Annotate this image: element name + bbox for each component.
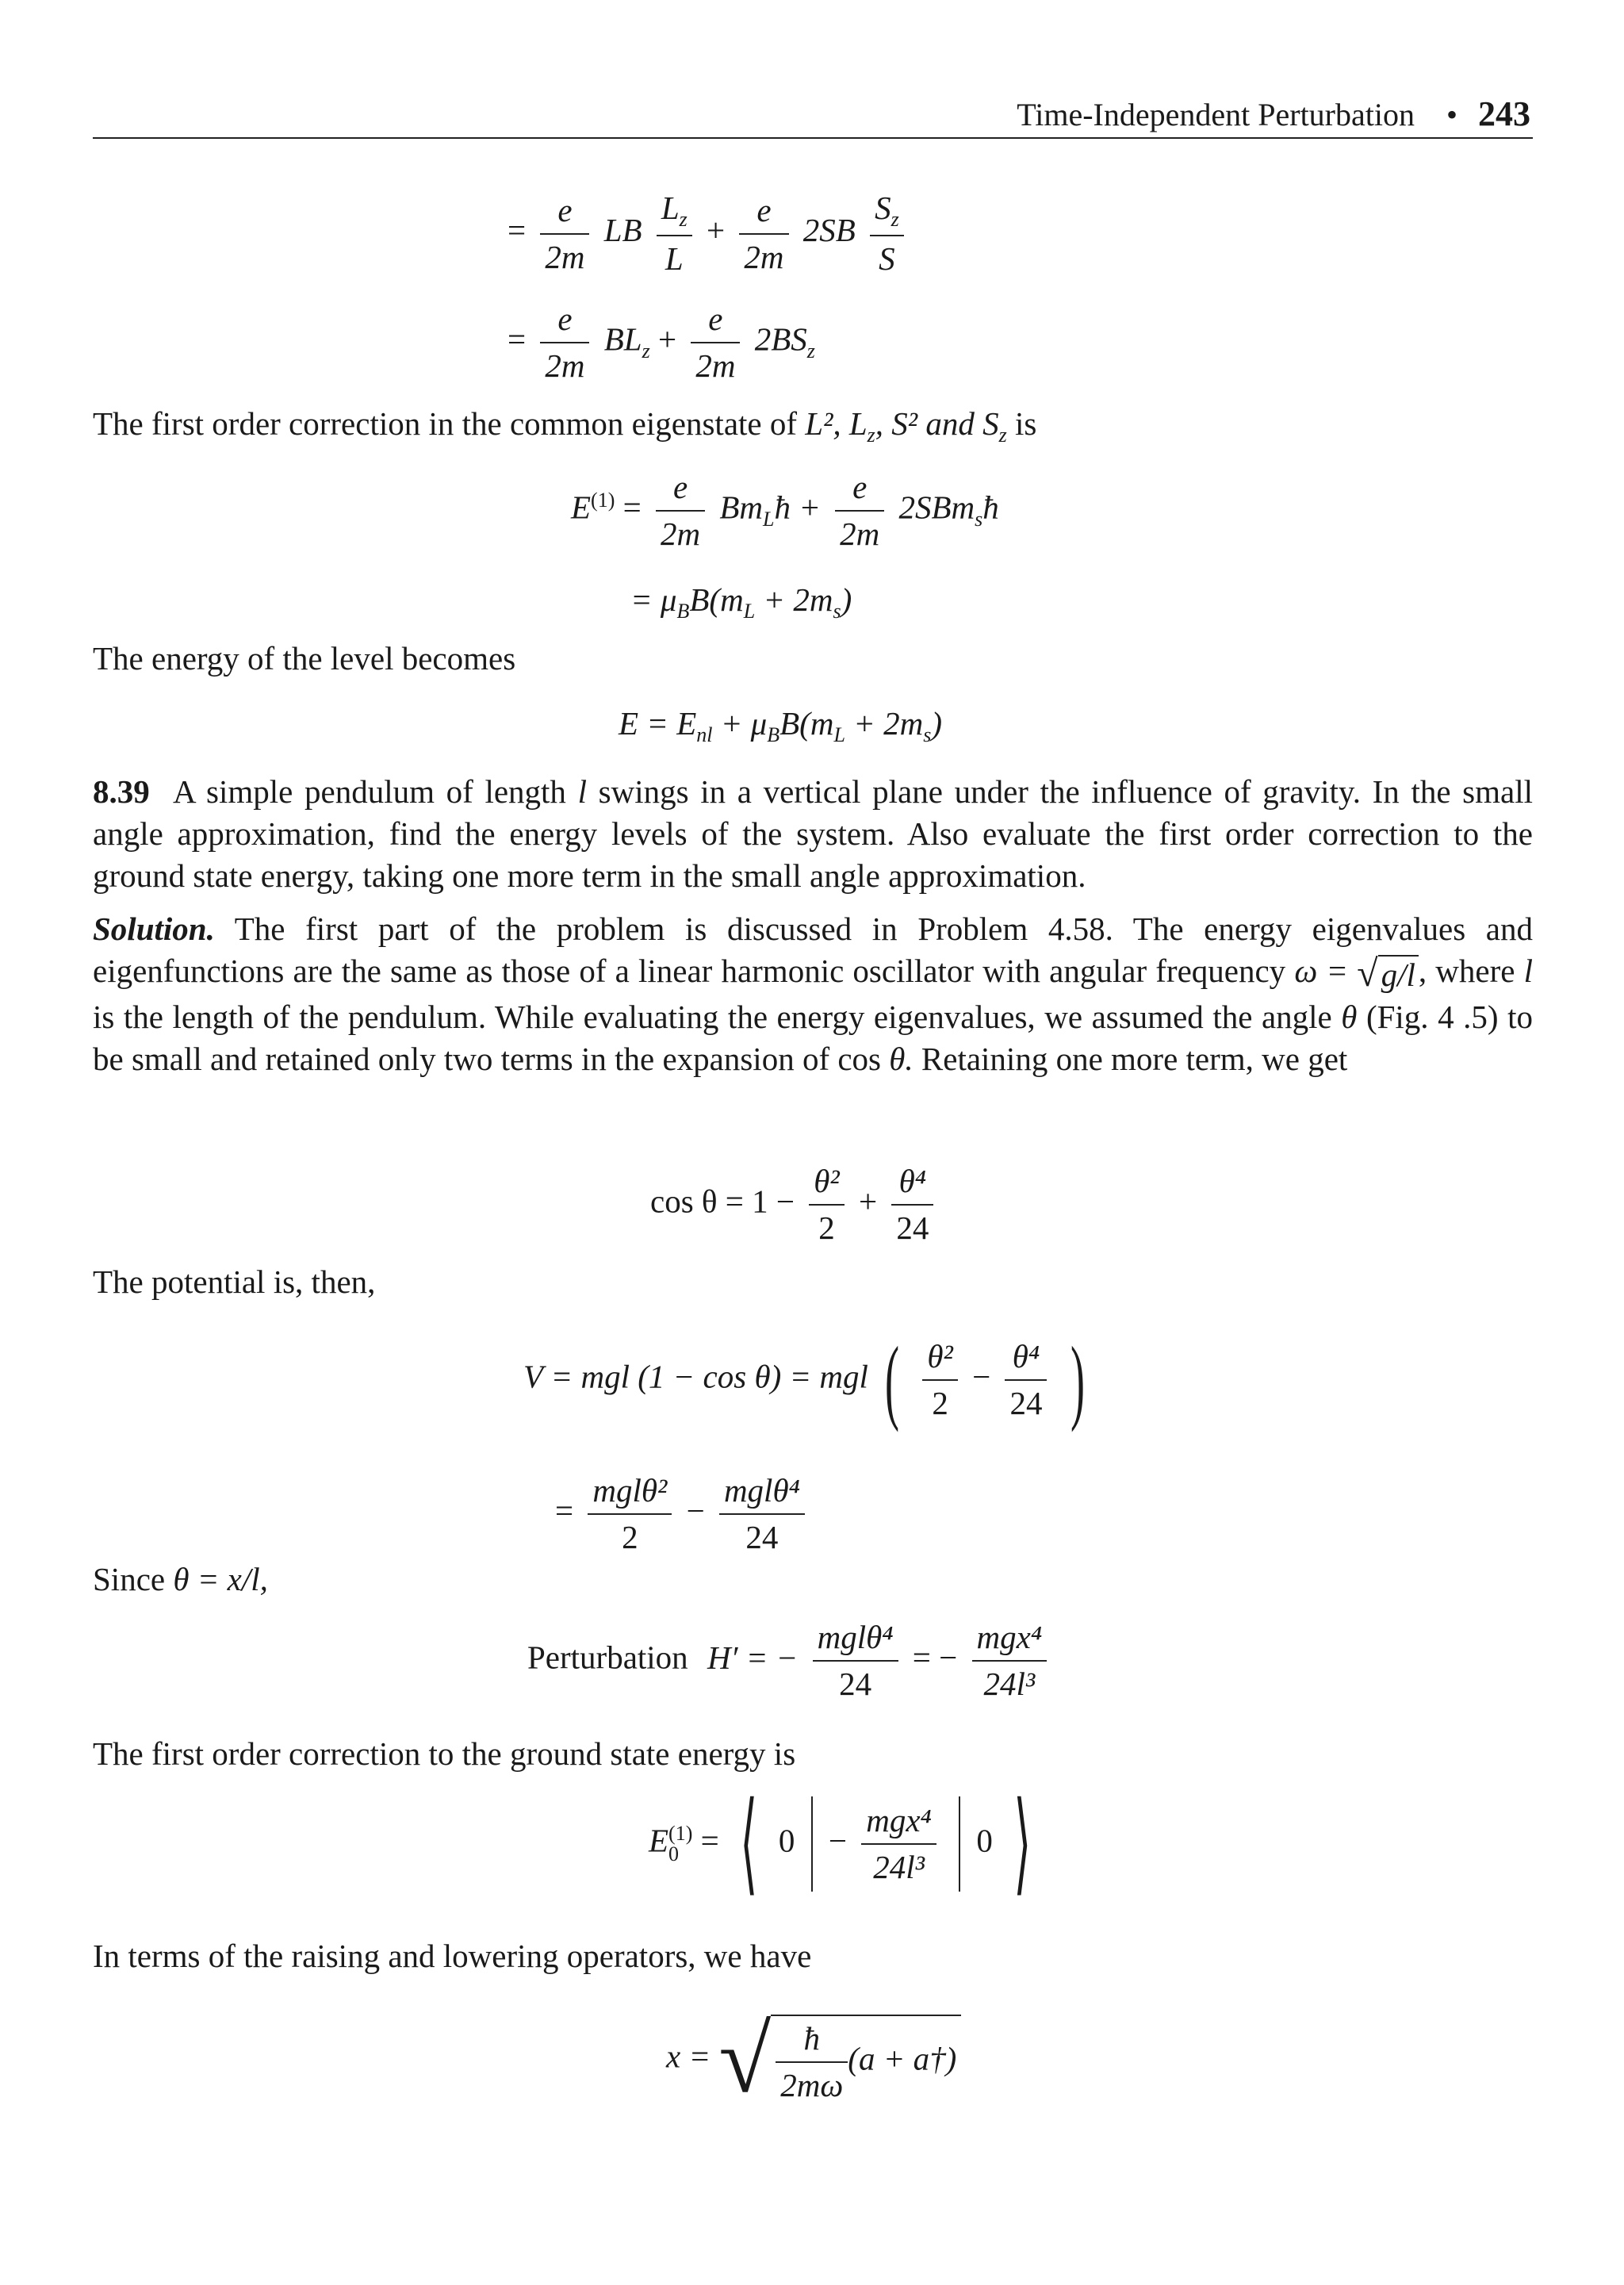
- fraction: $\frac{\text{mgx⁴}}{\text{24l³}}$: [972, 1618, 1048, 1704]
- fraction: $\frac{\text{mglθ⁴}}{24}$: [813, 1618, 898, 1704]
- page-number: 243: [1478, 94, 1530, 133]
- fraction: $\frac{e}{2m}$: [656, 468, 705, 554]
- paragraph-2: The energy of the level becomes: [93, 640, 516, 677]
- fraction: $\frac{\text{θ²}}{2}$: [809, 1162, 844, 1248]
- equation-7: V = mgl (1 − cos θ) = mgl ( $\frac{\text{θ²}}{2}$ − $\frac{\text{θ⁴}}{24}$ ): [523, 1327, 1085, 1432]
- header-rule: [93, 137, 1533, 139]
- fraction: $\frac{e}{2m}$: [540, 300, 589, 385]
- fraction: $\frac{\text{θ²}}{2}$: [922, 1337, 957, 1423]
- paragraph-1: The first order correction in the common eigenstate of L², $L_z$, S² and $S_z$ is: [93, 405, 1037, 447]
- fraction: $\frac{\text{mglθ²}}{2}$: [588, 1471, 672, 1557]
- equation-9: Perturbation H′ = − $\frac{\text{mglθ⁴}}{24}$ = − $\frac{\text{mgx⁴}}{\text{24l³}}$: [527, 1618, 1053, 1704]
- fraction: $\frac{e}{2m}$: [691, 300, 740, 385]
- paragraph-first-order: The first order correction to the ground state energy is: [93, 1735, 796, 1772]
- fraction: $\frac{L_z}{L}$: [657, 189, 692, 279]
- fraction: $\frac{e}{2m}$: [540, 191, 589, 277]
- problem-8-39: 8.39 A simple pendulum of length l swings in a vertical plane under the influence of gravity. In the small angle approximation, find the energy levels of the system. Also evaluate the first order correction to the ground state energy, taking one more term in the small angle approximation.: [93, 773, 1534, 894]
- running-header: [1017, 94, 1530, 136]
- equation-5: $E = E_{nl} + \mu_BB(m_L + 2m_s)$: [619, 705, 942, 747]
- fraction: $\frac{e}{2m}$: [739, 191, 788, 277]
- fraction: $\frac{\text{mglθ⁴}}{24}$: [719, 1471, 805, 1557]
- fraction: $\frac{e}{2m}$: [835, 468, 884, 554]
- equation-8: = $\frac{\text{mglθ²}}{2}$ − $\frac{\text{mglθ⁴}}{24}$: [555, 1471, 811, 1557]
- equation-2: = $\frac{e}{2m}$ $BL_z$ + $\frac{e}{2m}$ $2BS_z$: [508, 300, 815, 385]
- solution-paragraph: Solution. The first part of the problem is discussed in Problem 4.58. The energy eigenvalues and eigenfunctions are the same as those of a linear harmonic oscillator with angular frequency ω = √g/l, where l is the length of the pendulum. While evaluating the energy eigenvalues, we assumed the angle θ (Fig. 4 .5) to be small and retained only two terms in the expansion of cos θ. Retaining one more term, we get: [93, 911, 1533, 1078]
- sqrt-hbar-over-2m-omega: √ $\frac{ħ}{2m\omega}$ (a + a†): [718, 2003, 961, 2117]
- equation-6: cos θ = 1 − $\frac{\text{θ²}}{2}$ + $\frac{\text{θ⁴}}{24}$: [650, 1162, 940, 1248]
- sqrt-g-over-l: √g/l: [1357, 953, 1419, 996]
- bra-bar: [811, 1796, 813, 1892]
- paragraph-since: Since θ = x/l,: [93, 1561, 268, 1597]
- ket-bar: [959, 1796, 960, 1892]
- equation-11: x = √ $\frac{ħ}{2m\omega}$ (a + a†): [666, 2003, 961, 2117]
- equation-3: $E^{(1)}$ = $\frac{e}{2m}$ $Bm_Lħ$ + $\frac{e}{2m}$ 2SBm$_s$ħ: [571, 468, 999, 554]
- fraction: $\frac{S_z}{S}$: [870, 189, 904, 279]
- paragraph-potential: The potential is, then,: [93, 1263, 376, 1300]
- header-bullet: •: [1446, 97, 1457, 132]
- fraction: $\frac{\text{θ⁴}}{24}$: [1005, 1337, 1047, 1423]
- fraction: $\frac{\text{θ⁴}}{24}$: [891, 1162, 933, 1248]
- fraction: $\frac{\text{mgx⁴}}{\text{24l³}}$: [861, 1801, 936, 1887]
- paragraph-operators: In terms of the raising and lowering operators, we have: [93, 1938, 812, 1974]
- equation-1: = $\frac{e}{2m}$ LB $\frac{L_z}{L}$ + $\frac{e}{2m}$ 2SB $\frac{S_z}{S}$: [508, 189, 910, 279]
- equation-10: E (1) 0 = ⟨ 0 − $\frac{\text{mgx⁴}}{\text{24l³}}$ 0 ⟩: [649, 1782, 1032, 1905]
- equation-4: = $\mu_BB(m_L + 2m_s)$: [630, 581, 852, 623]
- header-title: Time-Independent Perturbation: [1017, 97, 1415, 132]
